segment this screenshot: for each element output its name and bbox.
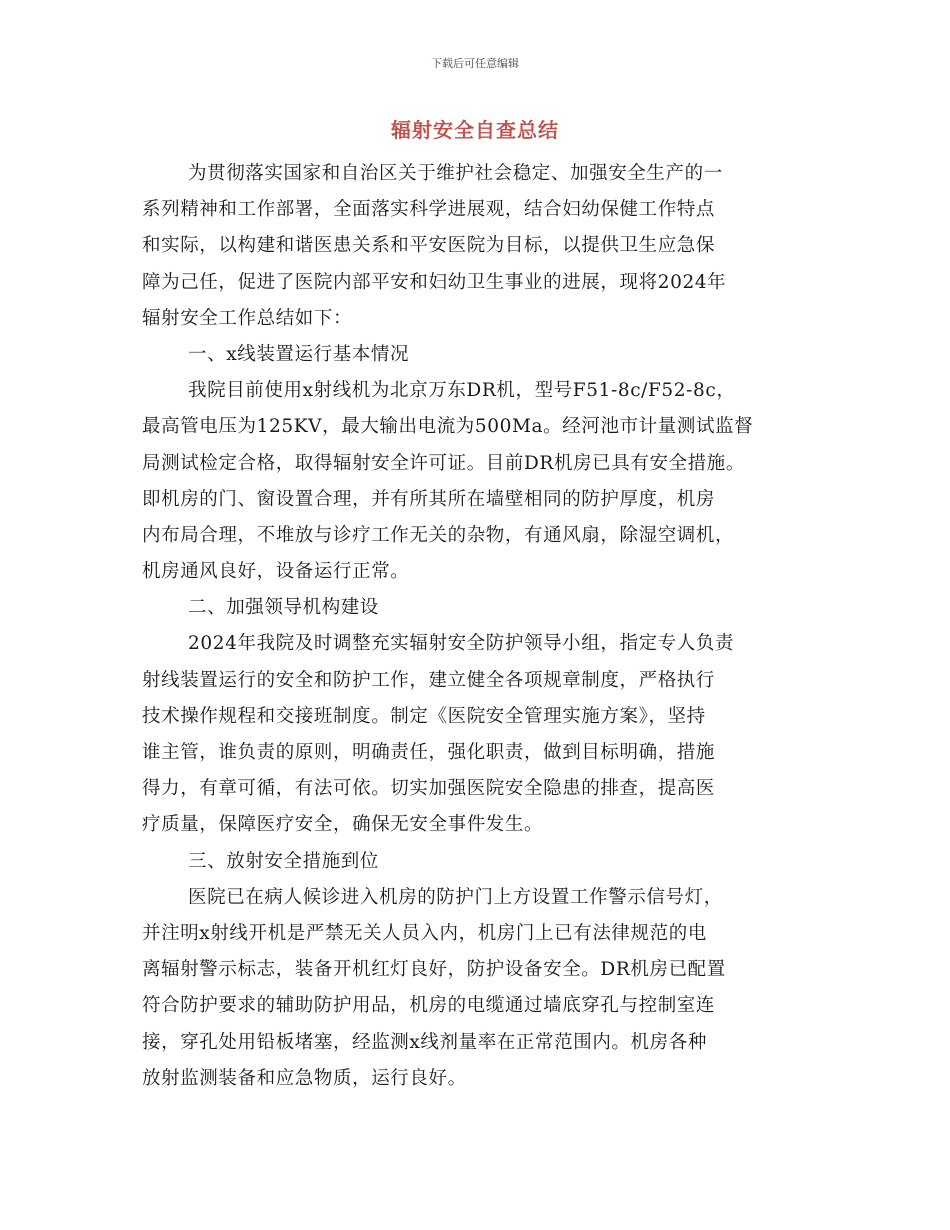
text-line: 最高管电压为125KV，最大输出电流为500Ma。经河池市计量测试监督 [142,416,754,438]
text-line: 内布局合理，不堆放与诊疗工作无关的杂物，有通风扇，除湿空调机， [142,524,735,546]
page-header: 下载后可任意编辑 [431,57,519,70]
text-line: 得力，有章可循，有法可依。切实加强医院安全隐患的排查，提高医 [142,778,716,800]
text-line: 我院目前使用x射线机为北京万东DR机，型号F51-8c/F52-8c， [188,380,736,402]
text-line: 接，穿孔处用铅板堵塞，经监测x线剂量率在正常范围内。机房各种 [142,1031,707,1053]
text-line: 谁主管，谁负责的原则，明确责任，强化职责，做到目标明确，措施 [142,742,716,763]
document-body [142,156,822,1097]
text-line: 技术操作规程和交接班制度。制定《医院安全管理实施方案》，坚持 [142,705,706,727]
text-line: 一、x线装置运行基本情况 [188,343,410,365]
text-line: 局测试检定合格，取得辐射安全许可证。目前DR机房已具有安全措施。 [142,452,745,474]
text-line: 离辐射警示标志，装备开机红灯良好，防护设备安全。DR机房已配置 [142,959,726,981]
text-line: 符合防护要求的辅助防护用品，机房的电缆通过墙底穿孔与控制室连 [142,995,716,1017]
text-line: 辐射安全工作总结如下： [142,307,353,329]
text-line: 系列精神和工作部署，全面落实科学进展观，结合妇幼保健工作特点 [142,199,716,221]
document-title: 辐射安全自查总结 [391,118,559,142]
text-line: 并注明x射线开机是严禁无关人员入内，机房门上已有法律规范的电 [142,922,707,944]
text-line: 即机房的门、窗设置合理，并有所其所在墙壁相同的防护厚度，机房 [142,488,716,510]
text-line: 三、放射安全措施到位 [188,850,380,872]
text-line: 障为己任，促进了医院内部平安和妇幼卫生事业的进展，现将2024年 [142,271,727,293]
text-line: 和实际，以构建和谐医患关系和平安医院为目标，以提供卫生应急保 [142,235,716,257]
text-line: 为贯彻落实国家和自治区关于维护社会稳定、加强安全生产的一 [188,163,723,184]
text-line: 医院已在病人候诊进入机房的防护门上方设置工作警示信号灯， [188,886,723,908]
text-line: 二、加强领导机构建设 [188,597,380,619]
text-line: 2024年我院及时调整充实辐射安全防护领导小组，指定专人负责 [188,633,735,655]
text-line: 射线装置运行的安全和防护工作，建立健全各项规章制度，严格执行 [142,669,716,691]
text-line: 疗质量，保障医疗安全，确保无安全事件发生。 [142,814,544,836]
text-line: 机房通风良好，设备运行正常。 [142,561,410,583]
text-line: 放射监测装备和应急物质，运行良好。 [142,1067,467,1089]
